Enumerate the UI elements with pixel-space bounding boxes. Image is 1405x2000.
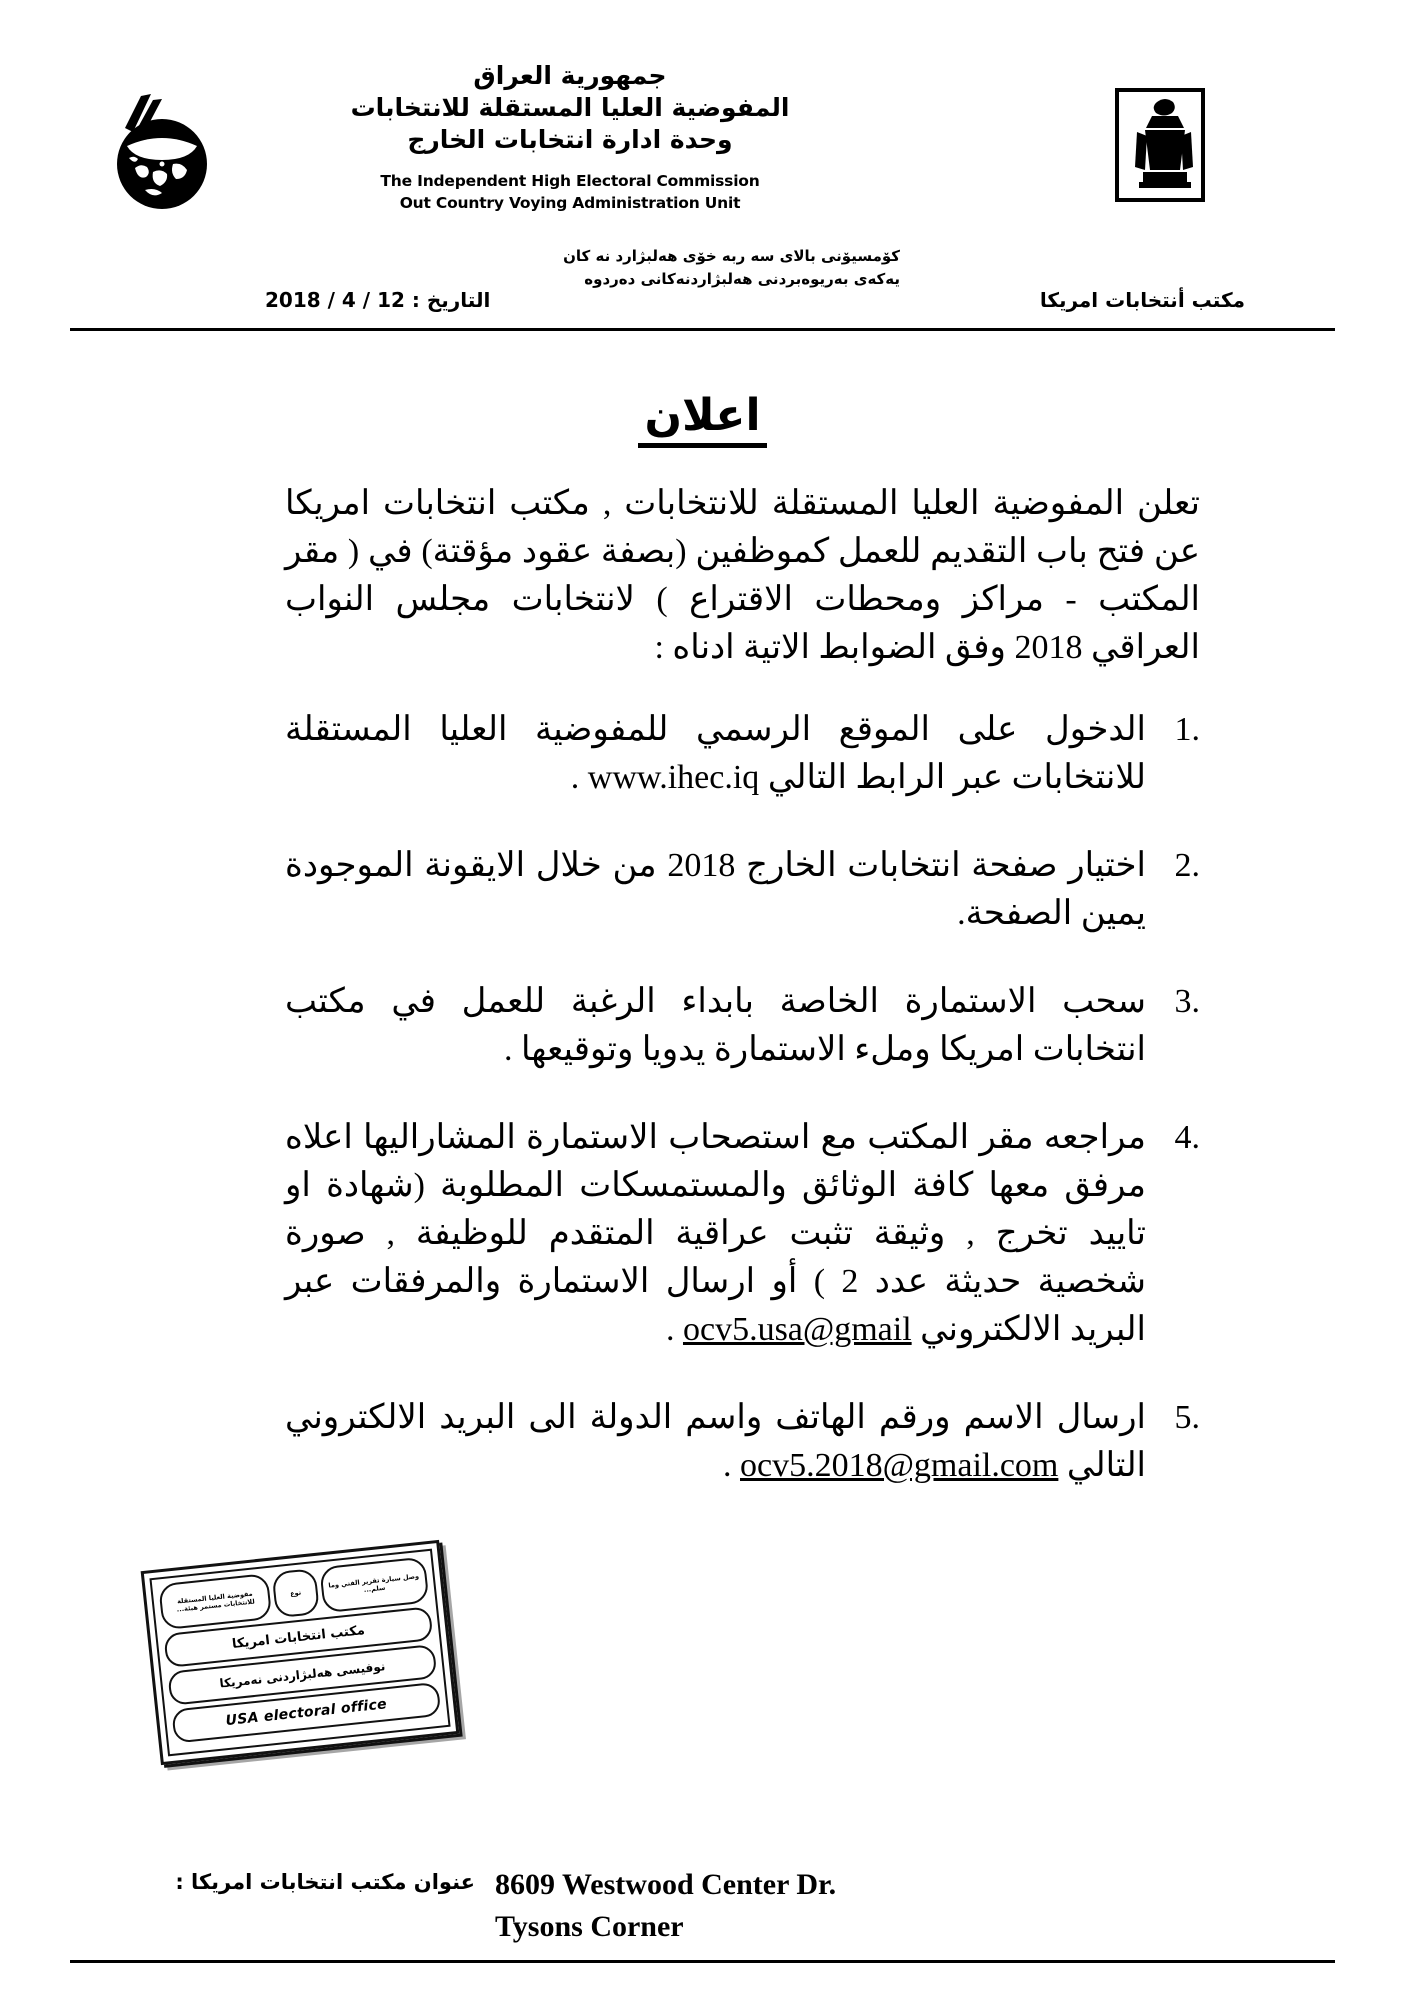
header-english-line-2: Out Country Voying Administration Unit	[399, 194, 741, 212]
stamp-cell-left: وصل سيارة تقرير الفني وما سلم...	[319, 1556, 430, 1613]
rule-2-text: اختيار صفحة انتخابات الخارج 2018 من خلال الايقونة الموجودة يمين الصفحة.	[285, 847, 1146, 932]
stamp-cell-right: مفوضية العليا المستقلة للانتخابات مستمر هيئة...	[158, 1573, 272, 1630]
footer-address-label: عنوان مكتب انتخابات امريكا :	[175, 1870, 475, 1894]
list-item	[285, 706, 1200, 802]
header-kurdish-line-1: كۆمسیۆنی بالای سه ربه خۆی هەلبژارد نه كان	[563, 247, 900, 265]
page-title	[0, 390, 1405, 441]
rule-4-suffix: .	[665, 1311, 675, 1348]
footer-address-line-2: Tysons Corner	[495, 1910, 684, 1943]
footer-address	[495, 1864, 836, 1948]
letterhead	[0, 60, 1405, 288]
list-item	[285, 1114, 1200, 1354]
rule-5-text: ارسال الاسم ورقم الهاتف واسم الدولة الى البريد الالكتروني التالي	[285, 1399, 1146, 1484]
header-divider	[70, 328, 1335, 331]
header-kurdish-line-2: یەكەی بەریوەبردنی هەلبژاردنەكانی دەردوه	[584, 270, 900, 288]
stamp-line-arabic: مكتب انتخابات امريكا	[163, 1606, 433, 1668]
globe-ballot-icon	[105, 92, 220, 212]
header-kurdish-block	[550, 245, 900, 291]
rule-1-text: الدخول على الموقع الرسمي للمفوضية العليا المستقلة للانتخابات عبر الرابط التالي	[285, 711, 1146, 796]
header-english-line-1: The Independent High Electoral Commission	[380, 172, 760, 190]
email-address-ocv5-2018[interactable]: ocv5.2018@gmail.com	[740, 1447, 1059, 1484]
stamp-cell-middle: نوع	[272, 1568, 320, 1618]
list-item	[285, 1394, 1200, 1490]
rule-4-text: مراجعه مقر المكتب مع استصحاب الاستمارة المشاراليها اعلاه مرفق معها كافة الوثائق والمستمسكات المطلوبة (شهادة او تاييد تخرج , وثيقة تثبت عراقية المتقدم للوظيفة , صورة شخصية حديثة عدد 2 ) أو ارسال الاستمارة والمرفقات عبر البريد الالكتروني	[285, 1119, 1147, 1348]
stamp-line-english: USA electoral office	[171, 1682, 441, 1744]
footer-divider	[70, 1960, 1335, 1963]
header-arabic-line-3: وحدة ادارة انتخابات الخارج	[407, 125, 733, 154]
document-body	[285, 480, 1200, 1530]
office-name: مكتب أنتخابات امريكا	[1039, 288, 1245, 312]
stamp-inner	[149, 1549, 450, 1757]
email-address-ocv5-usa[interactable]: ocv5.usa@gmail	[682, 1311, 912, 1348]
website-link[interactable]: www.ihec.iq	[587, 759, 760, 796]
rule-3-text: سحب الاستمارة الخاصة بابداء الرغبة للعمل في مكتب انتخابات امريكا وملء الاستمارة يدويا وتوقيعها .	[285, 983, 1146, 1068]
header-center-block	[250, 60, 890, 214]
rule-1-suffix: .	[570, 759, 580, 796]
page-title-text: اعلان	[638, 390, 766, 448]
rules-list	[285, 706, 1200, 1490]
office-stamp	[141, 1540, 460, 1765]
footer	[0, 1862, 1405, 1957]
footer-address-line-1: 8609 Westwood Center Dr.	[495, 1868, 837, 1901]
rule-5-suffix: .	[723, 1447, 732, 1484]
meta-row	[0, 288, 1405, 328]
list-item	[285, 978, 1200, 1074]
intro-paragraph: تعلن المفوضية العليا المستقلة للانتخابات , مكتب انتخابات امريكا عن فتح باب التقديم للعمل كموظفين (بصفة عقود مؤقتة) في ( مقر المكتب - مراكز ومحطات الاقتراع ) لانتخابات مجلس النواب العراقي 2018 وفق الضوابط الاتية ادناه :	[285, 485, 1200, 666]
stamp-line-kurdish: نوفيسى هەلبژاردنى نەمريكا	[167, 1644, 437, 1706]
document-date: التاريخ : 12 / 4 / 2018	[265, 288, 491, 312]
list-item	[285, 842, 1200, 938]
header-arabic-line-2: المفوضية العليا المستقلة للانتخابات	[350, 93, 790, 122]
header-arabic-line-1: جمهورية العراق	[473, 61, 667, 90]
iraq-emblem-icon	[1115, 88, 1205, 202]
